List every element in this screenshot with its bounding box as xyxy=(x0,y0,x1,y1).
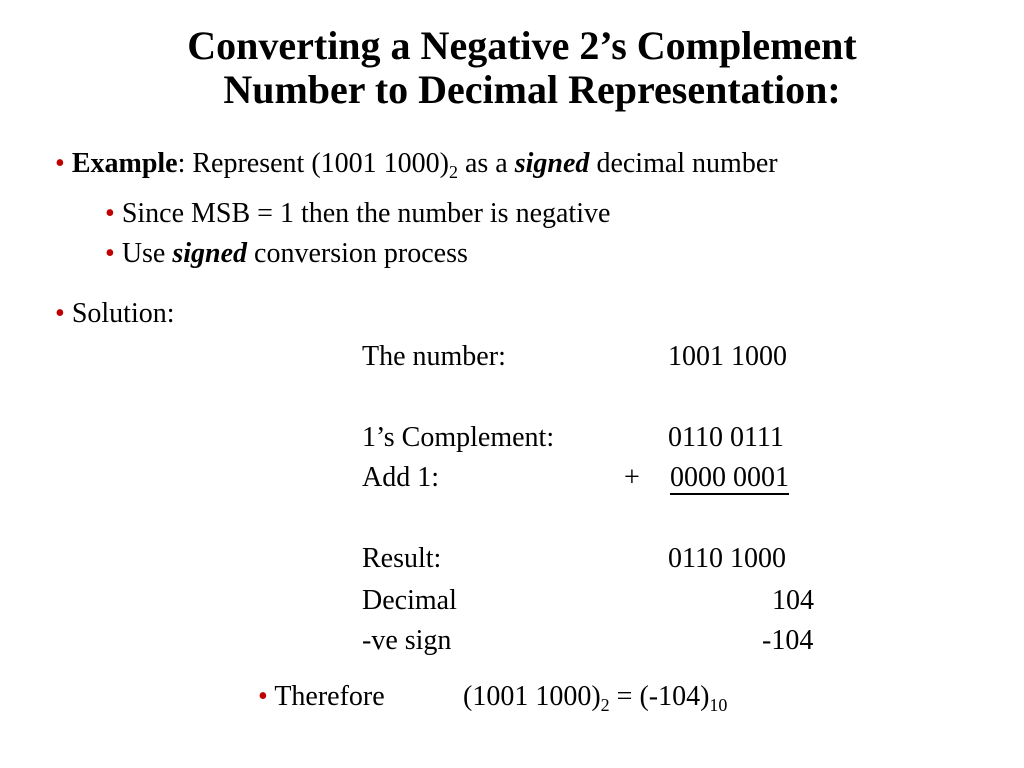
calc-label-ve-sign: -ve sign xyxy=(362,625,452,656)
calc-value-add-one xyxy=(670,462,789,494)
example-bullet xyxy=(55,148,778,180)
calc-label-decimal: Decimal xyxy=(362,585,457,616)
sub-bullet-prefix: Use xyxy=(121,238,173,269)
example-base-subscript: 2 xyxy=(448,162,458,182)
sub-bullet-suffix: conversion process xyxy=(247,238,468,269)
bullet-icon: • xyxy=(105,238,115,269)
example-emphasis: signed xyxy=(514,148,590,179)
calc-value-ones-complement: 0110 0111 xyxy=(668,422,784,453)
therefore-rhs-subscript: 10 xyxy=(709,695,728,715)
calc-label-add-one: Add 1: xyxy=(362,462,439,493)
bullet-icon: • xyxy=(55,148,65,179)
calc-value-result: 0110 1000 xyxy=(668,543,786,574)
title-line-2: Number to Decimal Representation: xyxy=(223,67,841,112)
therefore-bullet xyxy=(258,681,385,713)
bullet-icon: • xyxy=(105,198,115,229)
slide-title xyxy=(0,24,1024,112)
therefore-rhs: = (-104) xyxy=(609,681,710,712)
bullet-icon: • xyxy=(55,298,65,329)
solution-bullet xyxy=(55,298,175,330)
title-line-1: Converting a Negative 2’s Complement xyxy=(187,23,857,68)
therefore-equation xyxy=(463,681,727,713)
therefore-label: Therefore xyxy=(274,681,385,712)
sub-bullet-msb xyxy=(105,198,610,230)
calc-value-ve-sign: -104 xyxy=(762,625,814,656)
therefore-lhs-subscript: 2 xyxy=(600,695,610,715)
calc-value-decimal: 104 xyxy=(772,585,814,616)
sub-bullet-text: Since MSB = 1 then the number is negative xyxy=(121,198,611,229)
plus-sign: + xyxy=(624,462,640,493)
example-text-3: decimal number xyxy=(589,148,778,179)
sub-bullet-use-signed xyxy=(105,238,468,270)
example-label: Example xyxy=(71,148,178,179)
bullet-icon: • xyxy=(258,681,268,712)
add-one-underlined-value: 0000 0001 xyxy=(670,462,789,493)
calc-value-number: 1001 1000 xyxy=(668,341,787,372)
example-text-1: : Represent (1001 1000) xyxy=(177,148,449,179)
sub-bullet-emphasis: signed xyxy=(172,238,248,269)
calc-label-number: The number: xyxy=(362,341,506,372)
example-text-2: as a xyxy=(457,148,515,179)
therefore-lhs: (1001 1000) xyxy=(463,681,601,712)
solution-label: Solution: xyxy=(71,298,175,329)
calc-label-result: Result: xyxy=(362,543,442,574)
calc-label-ones-complement: 1’s Complement: xyxy=(362,422,555,453)
